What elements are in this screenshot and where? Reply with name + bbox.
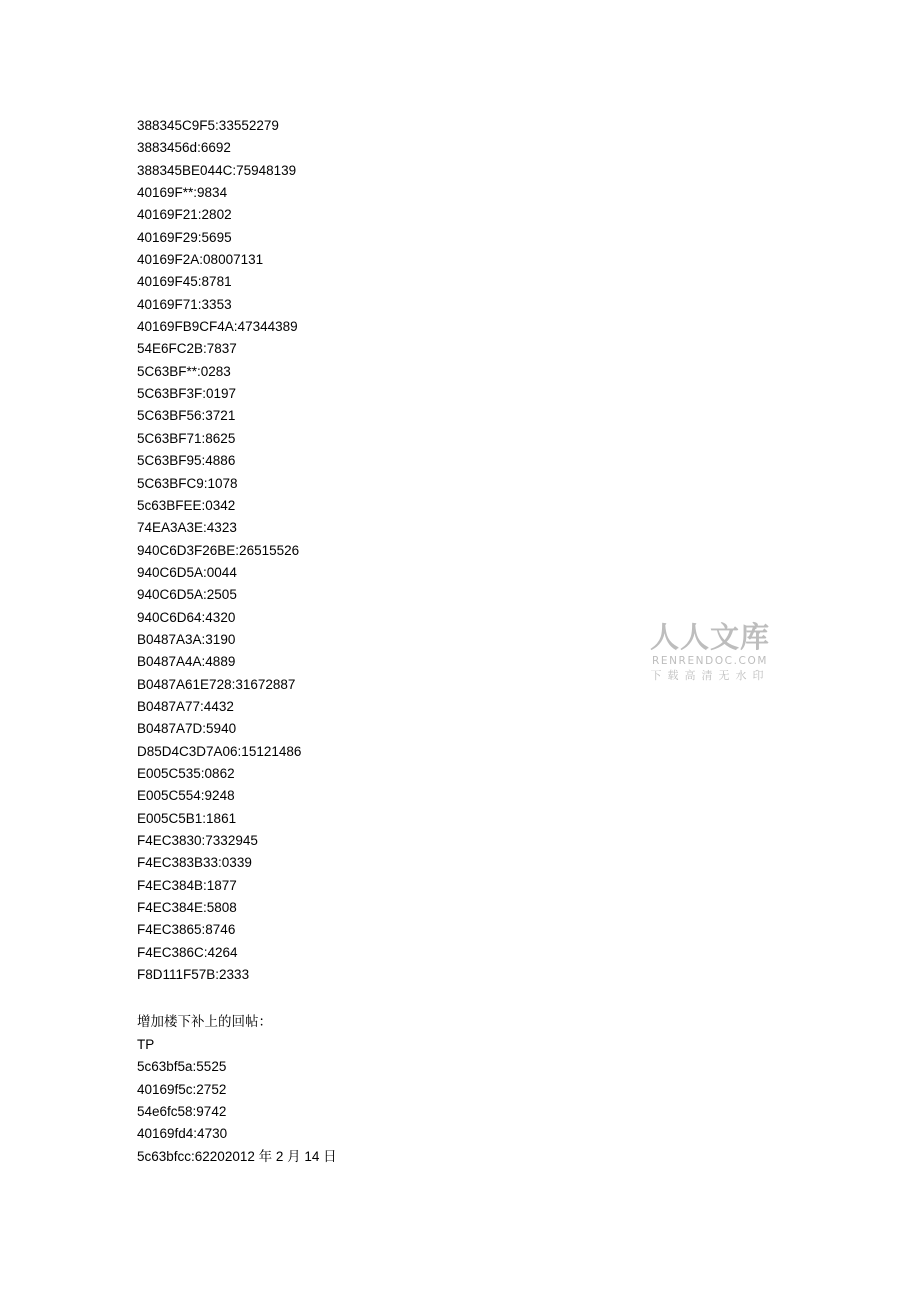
code-line: 5C63BF3F:0197 [137, 386, 237, 402]
code-line: 40169F45:8781 [137, 274, 232, 290]
code-line: F4EC386C:4264 [137, 944, 238, 960]
code-line: E005C535:0862 [137, 765, 235, 781]
code-line: F4EC3865:8746 [137, 922, 236, 938]
code-line: 5C63BFC9:1078 [137, 475, 238, 491]
code-line: B0487A61E728:31672887 [137, 676, 296, 692]
code-line: E005C5B1:1861 [137, 810, 237, 826]
code-line: 40169F2A:08007131 [137, 252, 264, 268]
code-line: 74EA3A3E:4323 [137, 520, 237, 536]
code-line: F4EC383B33:0339 [137, 855, 252, 871]
code-line: F4EC384E:5808 [137, 900, 237, 916]
code-line: 5C63BF56:3721 [137, 408, 236, 424]
code-line: E005C554:9248 [137, 788, 235, 804]
code-line: 940C6D5A:2505 [137, 587, 237, 603]
code-line: 388345C9F5:33552279 [137, 118, 279, 133]
code-line: 388345BE044C:75948139 [137, 162, 297, 178]
code-line: 40169F71:3353 [137, 296, 232, 312]
code-line: 5c63BFEE:0342 [137, 497, 236, 513]
code-line: 40169FB9CF4A:47344389 [137, 319, 298, 335]
watermark [646, 620, 774, 684]
code-line: F8D111F57B:2333 [137, 967, 250, 983]
code-line: B0487A7D:5940 [137, 721, 237, 737]
addendum-line: 54e6fc58:9742 [137, 1104, 227, 1120]
code-line: 40169F**:9834 [137, 185, 228, 201]
watermark-slogan: 下载高清无水印 [650, 669, 770, 682]
addendum-line: 40169fd4:4730 [137, 1126, 228, 1142]
addendum-section [137, 1010, 337, 1168]
code-line: 940C6D64:4320 [137, 609, 236, 625]
addendum-line: 5c63bfcc:62202012 年 2 月 14 日 [137, 1148, 337, 1164]
code-line: 5C63BF71:8625 [137, 430, 236, 446]
code-line: 5C63BF95:4886 [137, 453, 236, 469]
code-line: 54E6FC2B:7837 [137, 341, 237, 357]
code-line: 3883456d:6692 [137, 140, 231, 156]
watermark-domain: RENRENDOC.COM [651, 655, 769, 667]
code-line: 40169F29:5695 [137, 229, 232, 245]
addendum-list [137, 1034, 337, 1168]
code-list [137, 115, 301, 986]
addendum-line: TP [137, 1037, 155, 1052]
code-line: 940C6D5A:0044 [137, 564, 237, 580]
code-line: B0487A4A:4889 [137, 654, 236, 670]
code-line: 5C63BF**:0283 [137, 363, 231, 379]
code-line: 40169F21:2802 [137, 207, 232, 223]
code-line: 940C6D3F26BE:26515526 [137, 542, 300, 558]
addendum-line: 5c63bf5a:5525 [137, 1059, 227, 1075]
code-line: B0487A77:4432 [137, 698, 234, 714]
addendum-heading: 增加楼下补上的回帖： [137, 1014, 272, 1030]
addendum-line: 40169f5c:2752 [137, 1081, 227, 1097]
code-line: F4EC384B:1877 [137, 877, 237, 893]
code-line: D85D4C3D7A06:15121486 [137, 743, 302, 759]
code-line: B0487A3A:3190 [137, 631, 236, 647]
code-line: F4EC3830:7332945 [137, 833, 258, 848]
watermark-logo: 人人文库 [649, 620, 770, 654]
